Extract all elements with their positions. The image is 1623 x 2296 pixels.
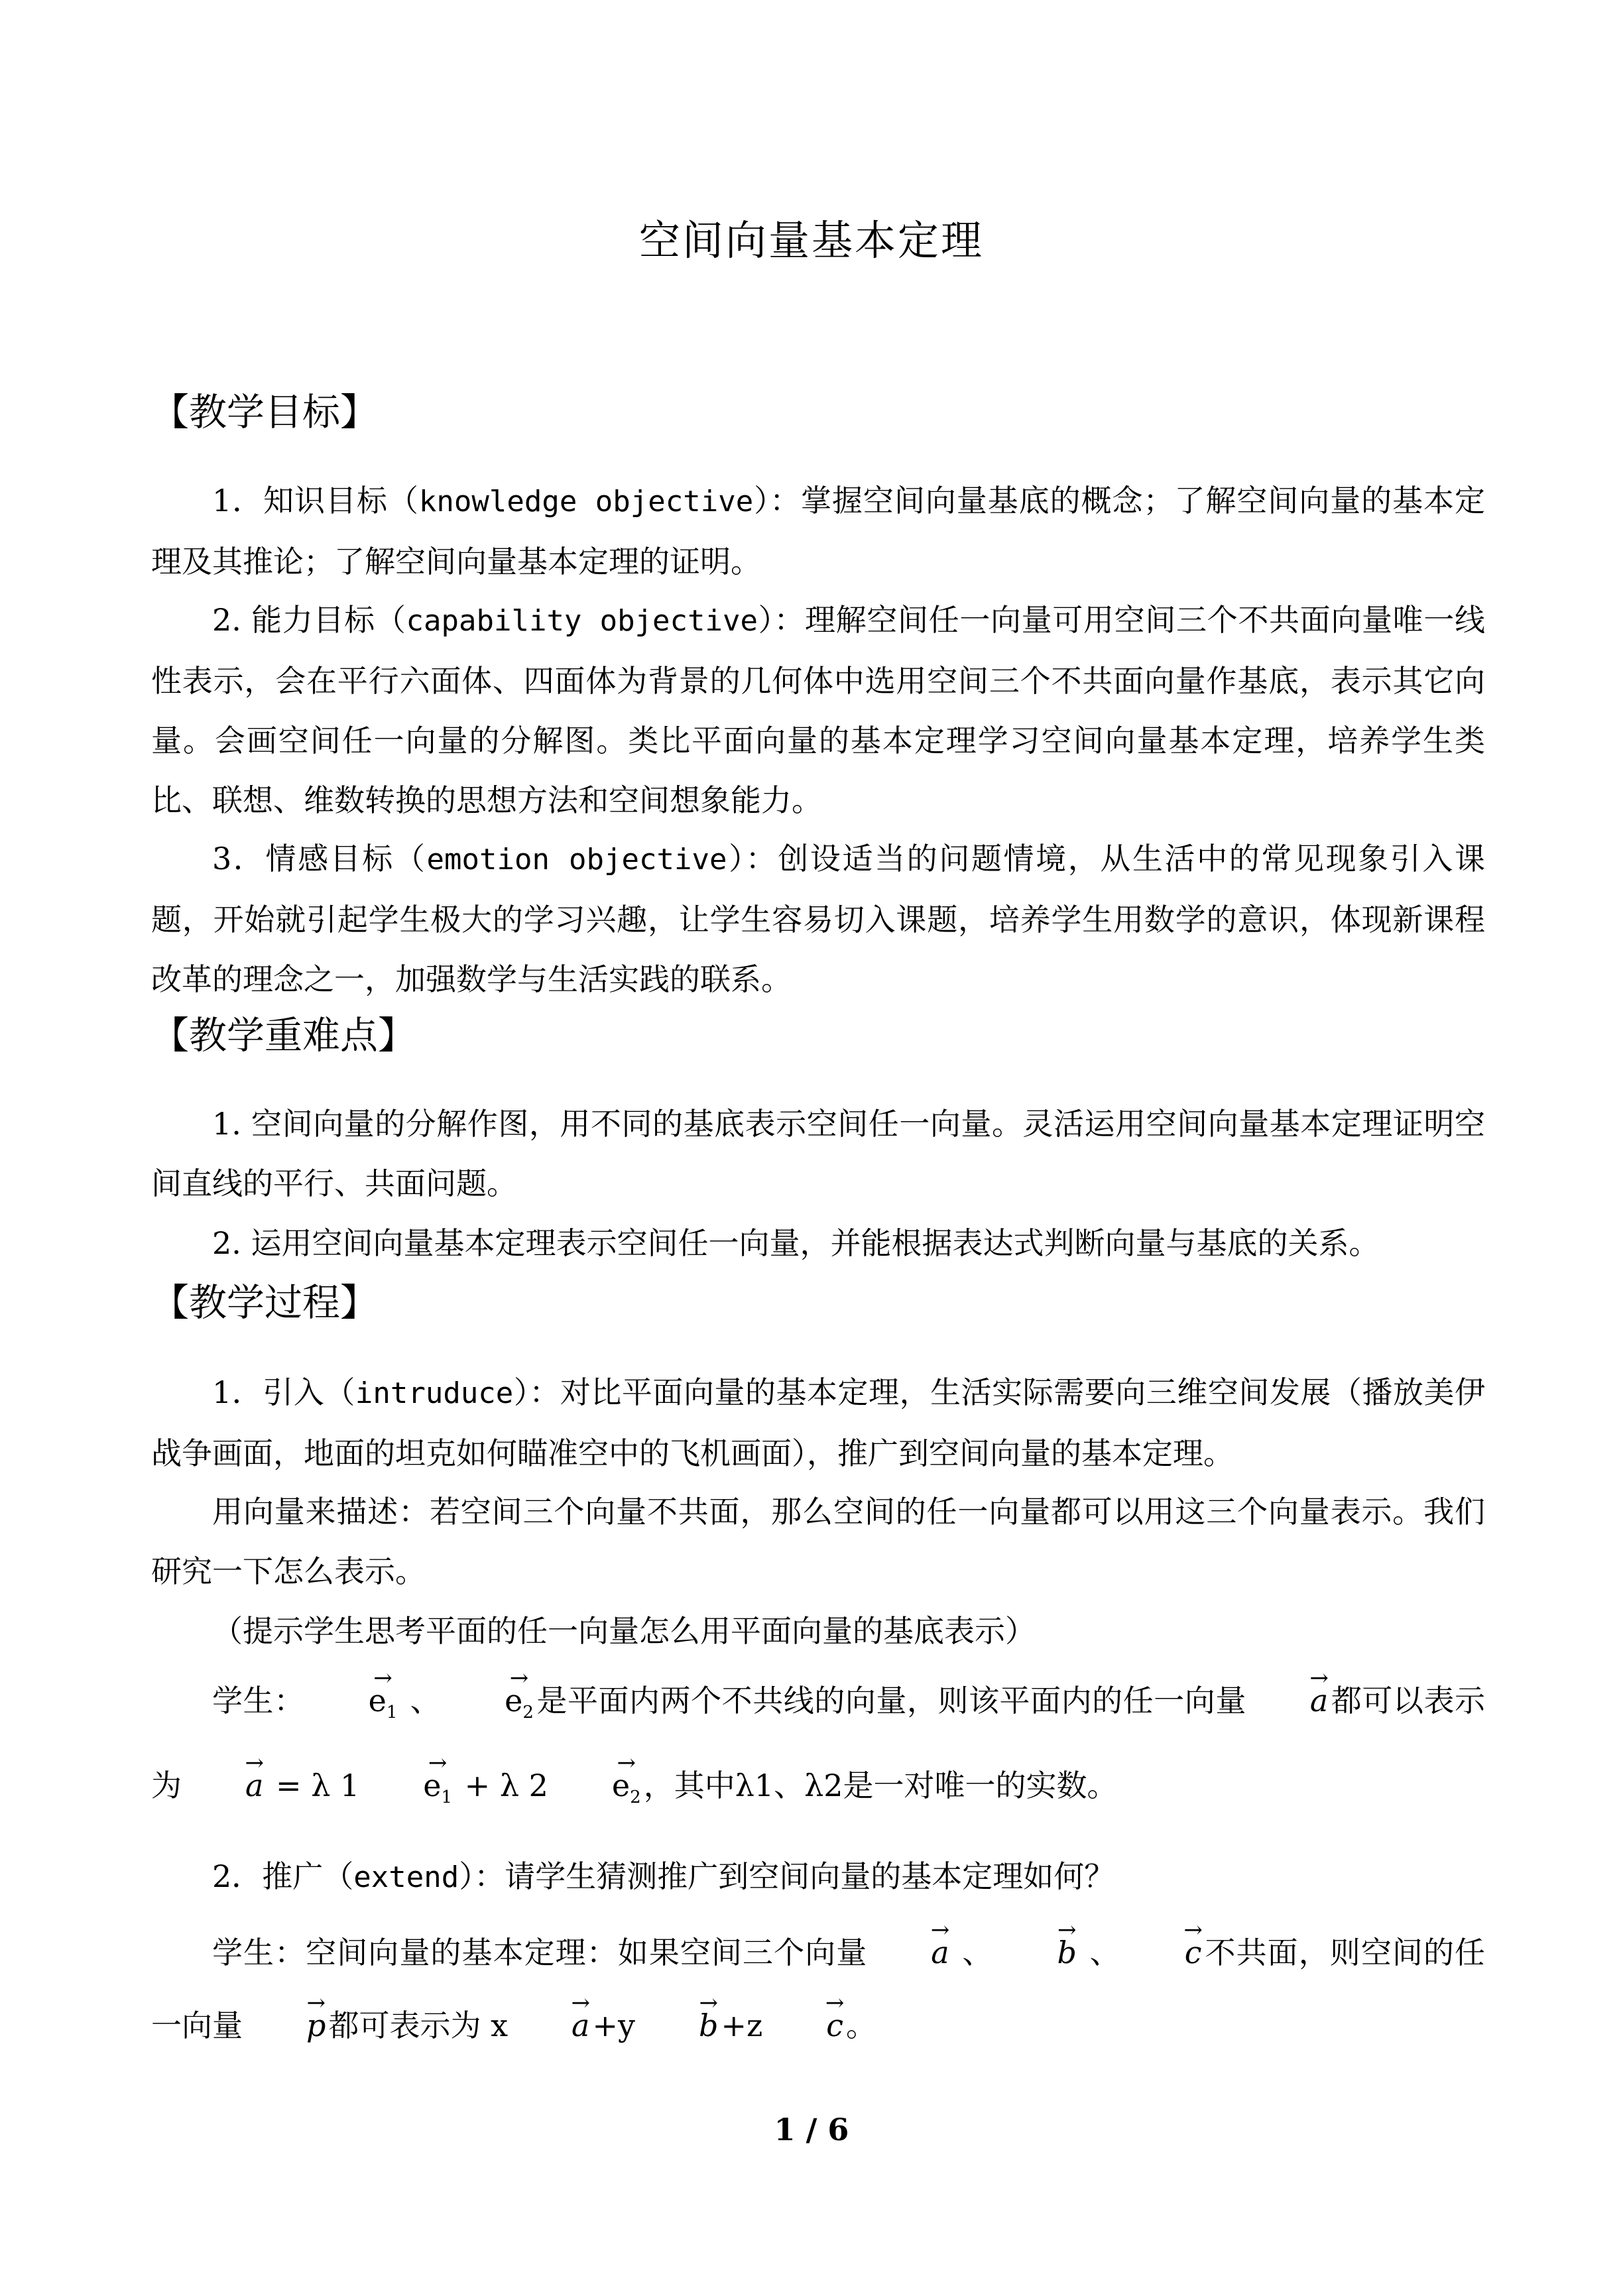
vector-a-repeat: → a <box>182 1749 266 1822</box>
page-title: 空间向量基本定理 <box>638 216 984 265</box>
vector-a: → a <box>1246 1664 1331 1737</box>
vector-a-space: → a <box>867 1916 951 1989</box>
objective-emotion: 3．情感目标（emotion objective）：创设适当的问题情境，从生活中的常见现象引入课题，开始就引起学生极大的学习兴趣，让学生容易切入课题，培养学生用数学的意识，体现新课程改革的理念之一，加强数学与生活实践的联系。 <box>151 841 1485 997</box>
page-number: 1 / 6 <box>774 2112 849 2147</box>
objective-knowledge: 1．知识目标（knowledge objective）：掌握空间向量基底的概念；了解空间向量的基本定理及其推论；了解空间向量基本定理的证明。 <box>151 483 1485 579</box>
process-description: 用向量来描述：若空间三个向量不共面，那么空间的任一向量都可以用这三个向量表示。我们研究一下怎么表示。 <box>151 1494 1485 1589</box>
section-heading-objectives: 【教学目标】 <box>151 391 378 434</box>
vector-a-combo: → a <box>508 1989 592 2062</box>
vector-b-combo: → b <box>635 1989 721 2062</box>
process-hint: （提示学生思考平面的任一向量怎么用平面向量的基底表示） <box>212 1613 1036 1649</box>
vector-b-space: → b <box>993 1916 1079 1989</box>
section-heading-process: 【教学过程】 <box>151 1281 378 1325</box>
vector-p: → p <box>243 1989 328 2062</box>
vector-c-space: → c <box>1121 1916 1205 1989</box>
vector-e1-term: → $e_1$ <box>359 1749 455 1834</box>
process-extend: 2．推广（extend）：请学生猜测推广到空间向量的基本定理如何？ <box>212 1858 1115 1894</box>
vector-e1: → $e_1$ <box>305 1664 400 1749</box>
difficulty-item-2: 2. 运用空间向量基本定理表示空间任一向量，并能根据表达式判断向量与基底的关系。 <box>212 1225 1380 1261</box>
vector-e2-term: → $e_2$ <box>548 1749 644 1834</box>
section-heading-difficulties: 【教学重难点】 <box>151 1014 416 1057</box>
process-student-answer-plane: 学生：→ $e_1$ 、→ $e_2$是平面内两个不共线的向量，则该平面内的任一向量→ a都可以表示为→ a = λ $1\to e_1 + \lambda$ $2\to e_2$，其中λ1、λ2是一对唯一的实数。 <box>151 1664 1485 1834</box>
process-student-answer-space: 学生：空间向量的基本定理：如果空间三个向量→ a 、→ b 、→ c不共面，则空间的任一向量→ p都可表示为 x→ a+y→ b+z→ c。 <box>151 1916 1485 2062</box>
vector-e2: → $e_2$ <box>441 1664 536 1749</box>
process-intro: 1．引入（intruduce）：对比平面向量的基本定理，生活实际需要向三维空间发展（播放美伊战争画面，地面的坦克如何瞄准空中的飞机画面），推广到空间向量的基本定理。 <box>151 1374 1485 1471</box>
vector-c-combo: → c <box>762 1989 846 2062</box>
objective-capability: 2. 能力目标（capability objective）：理解空间任一向量可用空间三个不共面向量唯一线性表示，会在平行六面体、四面体为背景的几何体中选用空间三个不共面向量作基底，表示其它向量。会画空间任一向量的分解图。类比平面向量的基本定理学习空间向量基本定理，培养学生类比、联想、维数转换的思想方法和空间想象能力。 <box>151 602 1486 818</box>
difficulty-item-1: 1. 空间向量的分解作图，用不同的基底表示空间任一向量。灵活运用空间向量基本定理证明空间直线的平行、共面问题。 <box>151 1106 1485 1201</box>
